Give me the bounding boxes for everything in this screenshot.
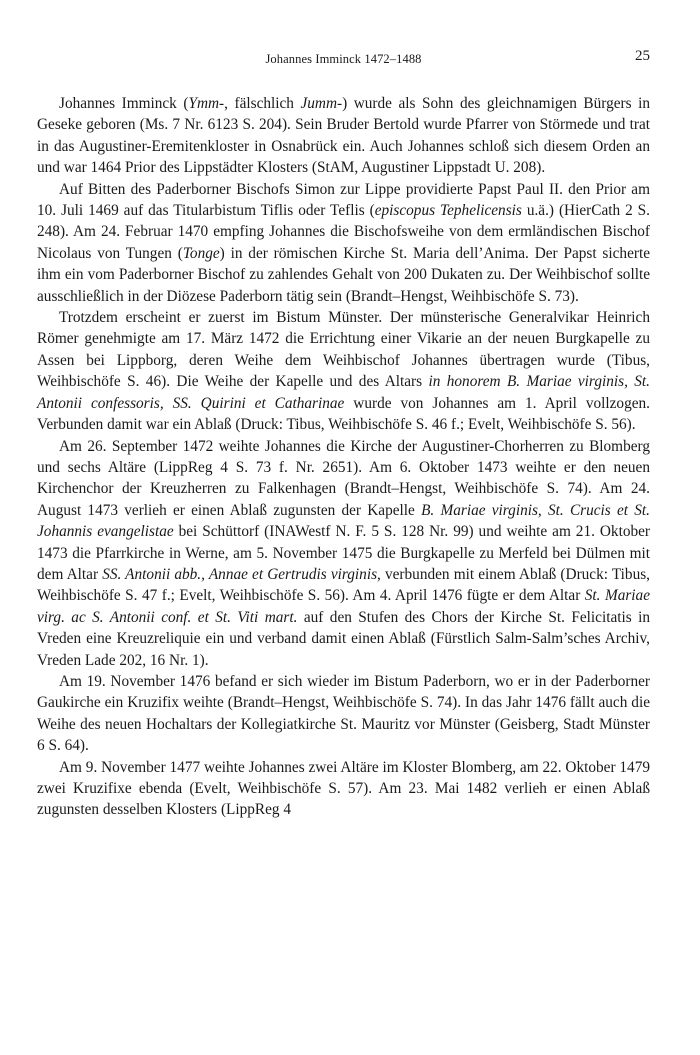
text-run: wurde von Johannes am 1. April vollzogen. Verbunden damit war ein Ablaß (Druck: Tibus, Weihbischöfe S. 46 f.; Evelt, Weihbischöfe S. 56).	[37, 394, 650, 434]
italic-text: Ymm-	[188, 95, 225, 112]
italic-text: in honorem B. Mariae virginis, St. Antonii confessoris, SS. Quirini et Catharinae	[37, 373, 650, 412]
italic-text: SS. Antonii abb., Annae et Gertrudis virginis	[102, 565, 378, 583]
text-run: Am 19. November 1476 befand er sich wieder im Bistum Paderborn, wo er in der Paderborner Gaukirche ein Kruzifix weihte (Brandt–Hengst, Weihbischöfe S. 74). In das Jahr 1476 fällt auch die Weihe des neuen Hochaltars der Kollegiatkirche St. Mauritz vor Münster (Geisberg, Stadt Münster 6 S. 64).	[37, 672, 650, 755]
text-run: , verbunden mit einem Ablaß (Druck: Tibus, Weihbischöfe S. 47 f.; Evelt, Weihbischöfe S. 56). Am 4. April 1476 fügte er dem Altar	[37, 565, 650, 605]
paragraph	[37, 93, 650, 179]
text-run: auf den Stufen des Chors der Kirche St. Felicitatis in Vreden eine Kreuzreliquie ein und verband damit einen Ablaß (Fürstlich Salm-Salm’sches Archiv, Vreden Lade 202, 16 Nr. 1).	[37, 608, 650, 669]
text-run: Am 26. September 1472 weihte Johannes die Kirche der Augustiner-Chorherren zu Blomberg und sechs Altäre (LippReg 4 S. 73 f. Nr. 2651). Am 6. Oktober 1473 weihte er den neuen Kirchenchor der Kreuzherren zu Falkenhagen (Brandt–Hengst, Weihbischöfe S. 74). Am 24. August 1473 verlieh er einen Ablaß zugunsten der Kapelle	[37, 437, 650, 519]
paragraph	[37, 307, 650, 435]
running-title: Johannes Imminck 1472–1488	[265, 52, 422, 66]
text-run: bei Schüttorf (INAWestf N. F. 5 S. 128 Nr. 99) und weihte am 21. Oktober 1473 die Pfarrkirche in Werne, am 5. November 1475 die Burgkapelle zu Merfeld bei Dülmen mit dem Altar	[37, 523, 651, 583]
text-run: u.ä.) (HierCath 2 S. 248). Am 24. Februar 1470 empfing Johannes die Bischofsweihe von dem ermländischen Bischof Nicolaus von Tungen (	[37, 202, 651, 262]
italic-text: St. Mariae virg. ac S. Antonii conf. et St. Viti mart.	[37, 587, 650, 626]
page-number: 25	[635, 48, 650, 64]
paragraph	[37, 757, 650, 821]
paragraph	[37, 179, 650, 307]
text-run: Auf Bitten des Paderborner Bischofs Simon zur Lippe providierte Papst Paul II. den Prior am 10. Juli 1469 auf das Titularbistum Tiflis oder Teflis (	[37, 180, 650, 220]
running-header	[37, 46, 650, 76]
text-run: ) wurde als Sohn des gleichnamigen Bürgers in Geseke geboren (Ms. 7 Nr. 6123 S. 204). Sein Bruder Bertold wurde Pfarrer von Störmede und trat in das Augustiner-Eremitenkloster in Osnabrück ein. Auch Johannes schloß sich diesem Orden an und war 1464 Prior des Lippstädter Klosters (StAM, Augustiner Lippstadt U. 208).	[37, 95, 650, 177]
paragraph	[37, 436, 650, 671]
text-run: Am 9. November 1477 weihte Johannes zwei Altäre im Kloster Blomberg, am 22. Oktober 1479 zwei Kruzifixe ebenda (Evelt, Weihbischöfe S. 57). Am 23. Mai 1482 verlieh er einen Ablaß zugunsten desselben Klosters (LippReg 4	[37, 758, 650, 819]
paragraph	[37, 671, 650, 757]
italic-text: Tonge	[182, 244, 220, 262]
italic-text: Jumm-	[300, 95, 343, 112]
text-run: Trotzdem erscheint er zuerst im Bistum Münster. Der münsterische Generalvikar Heinrich Römer genehmigte am 17. März 1472 die Errichtung einer Vikarie an der neuen Burgkapelle zu Assen bei Lippborg, deren Weihe dem Weihbischof Johannes übertragen wurde (Tibus, Weihbischöfe S. 46). Die Weihe der Kapelle und des Altars	[37, 309, 650, 391]
italic-text: episcopus Tephelicensis	[374, 202, 522, 220]
italic-text: B. Mariae virginis, St. Crucis et St. Johannis evangelistae	[37, 501, 650, 541]
body-text	[37, 93, 650, 821]
text-run: Johannes Imminck (	[59, 95, 189, 112]
text-run: , fälschlich	[224, 95, 301, 112]
text-run: ) in der römischen Kirche St. Maria dell’Anima. Der Papst sicherte ihm ein vom Paderborner Bischof zu zahlendes Gehalt von 200 Dukaten zu. Der Weihbischof sollte ausschließlich in der Diözese Paderborn tätig sein (Brandt–Hengst, Weihbischöfe S. 73).	[37, 244, 650, 305]
